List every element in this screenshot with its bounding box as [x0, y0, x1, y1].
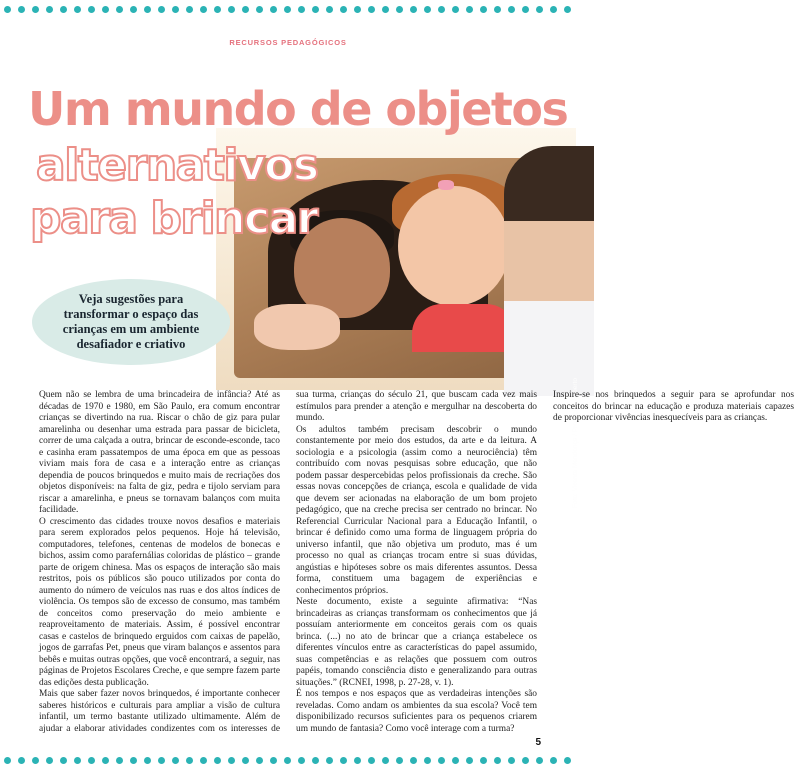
border-dot: [326, 757, 333, 764]
border-dot: [424, 6, 431, 13]
border-dot: [144, 6, 151, 13]
border-dot: [466, 6, 473, 13]
border-dot: [172, 757, 179, 764]
border-dot: [130, 6, 137, 13]
border-dot: [354, 757, 361, 764]
border-dot: [284, 6, 291, 13]
border-dot: [88, 757, 95, 764]
border-dot: [536, 6, 543, 13]
border-dot: [74, 6, 81, 13]
top-dot-border: [0, 5, 576, 15]
photo-credit: Foto: Vicente Mendonça / Produção: Gilberto: [572, 378, 579, 508]
border-dot: [494, 757, 501, 764]
article-paragraph: Inspire-se nos brinquedos a seguir para se aprofundar nos conceitos do brincar na educação e produza materiais capazes de proporcionar vivências inesquecíveis para as crianças.: [553, 390, 794, 423]
border-dot: [4, 757, 11, 764]
border-dot: [200, 757, 207, 764]
border-dot: [200, 6, 207, 13]
border-dot: [18, 757, 25, 764]
border-dot: [564, 6, 571, 13]
border-dot: [158, 757, 165, 764]
article-paragraph: Mais que saber fazer novos brinquedos, é importante conhecer saberes históricos e culturais para ampliar a visão de cultura infantil, um termo bastante utilizado ultimamente. Além de ajudar a elaborar atividades condizentes com os interesses de sua turma, crianças do século 21, que buscam cada vez mais estímulos para prender a atenção e mergulhar na descoberta do mundo.: [39, 390, 537, 734]
border-dot: [438, 757, 445, 764]
border-dot: [46, 6, 53, 13]
border-dot: [18, 6, 25, 13]
border-dot: [550, 757, 557, 764]
border-dot: [46, 757, 53, 764]
child-face: [398, 186, 510, 306]
border-dot: [354, 6, 361, 13]
border-dot: [270, 757, 277, 764]
title-line-2: alternativos: [36, 140, 318, 191]
border-dot: [396, 757, 403, 764]
adult-hand: [254, 304, 340, 350]
border-dot: [298, 6, 305, 13]
border-dot: [326, 6, 333, 13]
border-dot: [102, 757, 109, 764]
border-dot: [60, 6, 67, 13]
border-dot: [74, 757, 81, 764]
border-dot: [550, 6, 557, 13]
border-dot: [424, 757, 431, 764]
bottom-dot-border: [0, 756, 576, 766]
border-dot: [116, 6, 123, 13]
article-paragraph: É nos tempos e nos espaços que as verdadeiras intenções são reveladas. Como andam os ambientes da sua escola? Você tem disponibilizado recursos suficientes para os pequenos criarem um mundo de fantasia? Como você interage com a turma?: [296, 689, 537, 734]
border-dot: [102, 6, 109, 13]
border-dot: [312, 757, 319, 764]
callout-bubble: Veja sugestões para transformar o espaço das crianças em um ambiente desafiador e criativo: [32, 279, 230, 365]
hair-bow: [438, 180, 454, 190]
border-dot: [214, 6, 221, 13]
border-dot: [242, 757, 249, 764]
border-dot: [312, 6, 319, 13]
border-dot: [228, 6, 235, 13]
border-dot: [452, 757, 459, 764]
border-dot: [452, 6, 459, 13]
border-dot: [242, 6, 249, 13]
title-line-3: para brincar: [30, 193, 317, 244]
article-paragraph: Quem não se lembra de uma brincadeira de infância? Até as décadas de 1970 e 1980, em São Paulo, era comum encontrar crianças se divertindo na rua. Riscar o chão de giz para pular amarelinha ou desenhar uma estrada para passar de bicicleta, correr de uma calçada a outra, brincar de esconde-esconde, taco e casinha eram passatempos de uma época em que as pessoas viviam mais fora de casa e a interação entre as crianças dependia de poucos brinquedos e muito mais de recriações dos objetos disponíveis: na falta de giz, pedra e tijolo serviam para riscar a amarelinha, e pneus se tornavam balanços com muita facilidade.: [39, 390, 280, 515]
border-dot: [88, 6, 95, 13]
border-dot: [480, 6, 487, 13]
border-dot: [270, 6, 277, 13]
border-dot: [410, 6, 417, 13]
border-dot: [186, 6, 193, 13]
border-dot: [522, 6, 529, 13]
border-dot: [340, 757, 347, 764]
border-dot: [144, 757, 151, 764]
border-dot: [158, 6, 165, 13]
border-dot: [410, 757, 417, 764]
border-dot: [256, 757, 263, 764]
article-paragraph: Os adultos também precisam descobrir o mundo constantemente por meio dos estudos, da arte e da leitura. A sociologia e a psicologia (assim como a neurociência) têm contribuído com novas pesquisas sobre educação, que não podem passar despercebidas pelos profissionais da creche. São essas novas concepções de criança, escola e qualidade de vida que devem ser acionadas na elaboração de um bom projeto pedagógico, que na creche precisa ser centrado no brincar. No Referencial Curricular Nacional para a Educação Infantil, o brincar é definido como uma forma de linguagem própria do universo infantil, que não objetiva um produto, mas é um processo no qual as crianças trocam entre si suas dúvidas, angústias e hipóteses sobre os mais diferentes assuntos. Dessa forma, constituem uma bagagem de experiências e conhecimentos próprios.: [296, 424, 537, 596]
border-dot: [396, 6, 403, 13]
border-dot: [256, 6, 263, 13]
border-dot: [508, 6, 515, 13]
page-number: 5: [535, 737, 541, 748]
border-dot: [214, 757, 221, 764]
section-label: RECURSOS PEDAGÓGICOS: [229, 38, 347, 47]
article-paragraph: O crescimento das cidades trouxe novos desafios e materiais para serem explorados pelos pequenos. Hoje há televisão, computadores, telefones, centenas de modelos de bonecas e bichos, assim como parafernálias coloridas de plástico – grande parte de origem chinesa. Mas os espaços de interação são mais restritos, pois os públicos são pouco utilizados por conta do aumento do número de veículos nas ruas e dos altos índices de violência. Os tempos são de excesso de consumo, mas também de conceitos como preservação do meio ambiente e reaproveitamento de materiais. Assim, é possível encontrar casas e castelos de brinquedo erguidos com caixas de papelão, jogos de garrafas Pet, pneus que viram balanços e assentos para bebês e muitas outras opções, que você encontrará, a seguir, nas páginas de Projetos Escolares Creche, e que sempre fazem parte das edições desta publicação.: [39, 516, 280, 688]
border-dot: [284, 757, 291, 764]
border-dot: [186, 757, 193, 764]
border-dot: [32, 757, 39, 764]
border-dot: [340, 6, 347, 13]
border-dot: [130, 757, 137, 764]
border-dot: [438, 6, 445, 13]
border-dot: [508, 757, 515, 764]
border-dot: [116, 757, 123, 764]
border-dot: [32, 6, 39, 13]
border-dot: [172, 6, 179, 13]
border-dot: [522, 757, 529, 764]
border-dot: [368, 757, 375, 764]
adult-woman: [504, 146, 594, 396]
border-dot: [368, 6, 375, 13]
border-dot: [228, 757, 235, 764]
child-red-shirt: [412, 304, 516, 352]
border-dot: [382, 6, 389, 13]
border-dot: [382, 757, 389, 764]
border-dot: [4, 6, 11, 13]
border-dot: [494, 6, 501, 13]
border-dot: [466, 757, 473, 764]
article-paragraph: Neste documento, existe a seguinte afirmativa: “Nas brincadeiras as crianças transformam os conhecimentos que já possuíam anteriormente em conceitos gerais com os quais brinca. (...) no ato de brincar que a criança estabelece os diferentes vínculos entre as características do papel assumido, suas competências e as relações que possuem com outros papéis, tomando consciência disto e generalizando para outras situações.” (RCNEI, 1998, p. 27-28, v. 1).: [296, 597, 537, 688]
border-dot: [536, 757, 543, 764]
border-dot: [298, 757, 305, 764]
border-dot: [60, 757, 67, 764]
title-line-1: Um mundo de objetos: [28, 82, 568, 136]
border-dot: [480, 757, 487, 764]
border-dot: [564, 757, 571, 764]
